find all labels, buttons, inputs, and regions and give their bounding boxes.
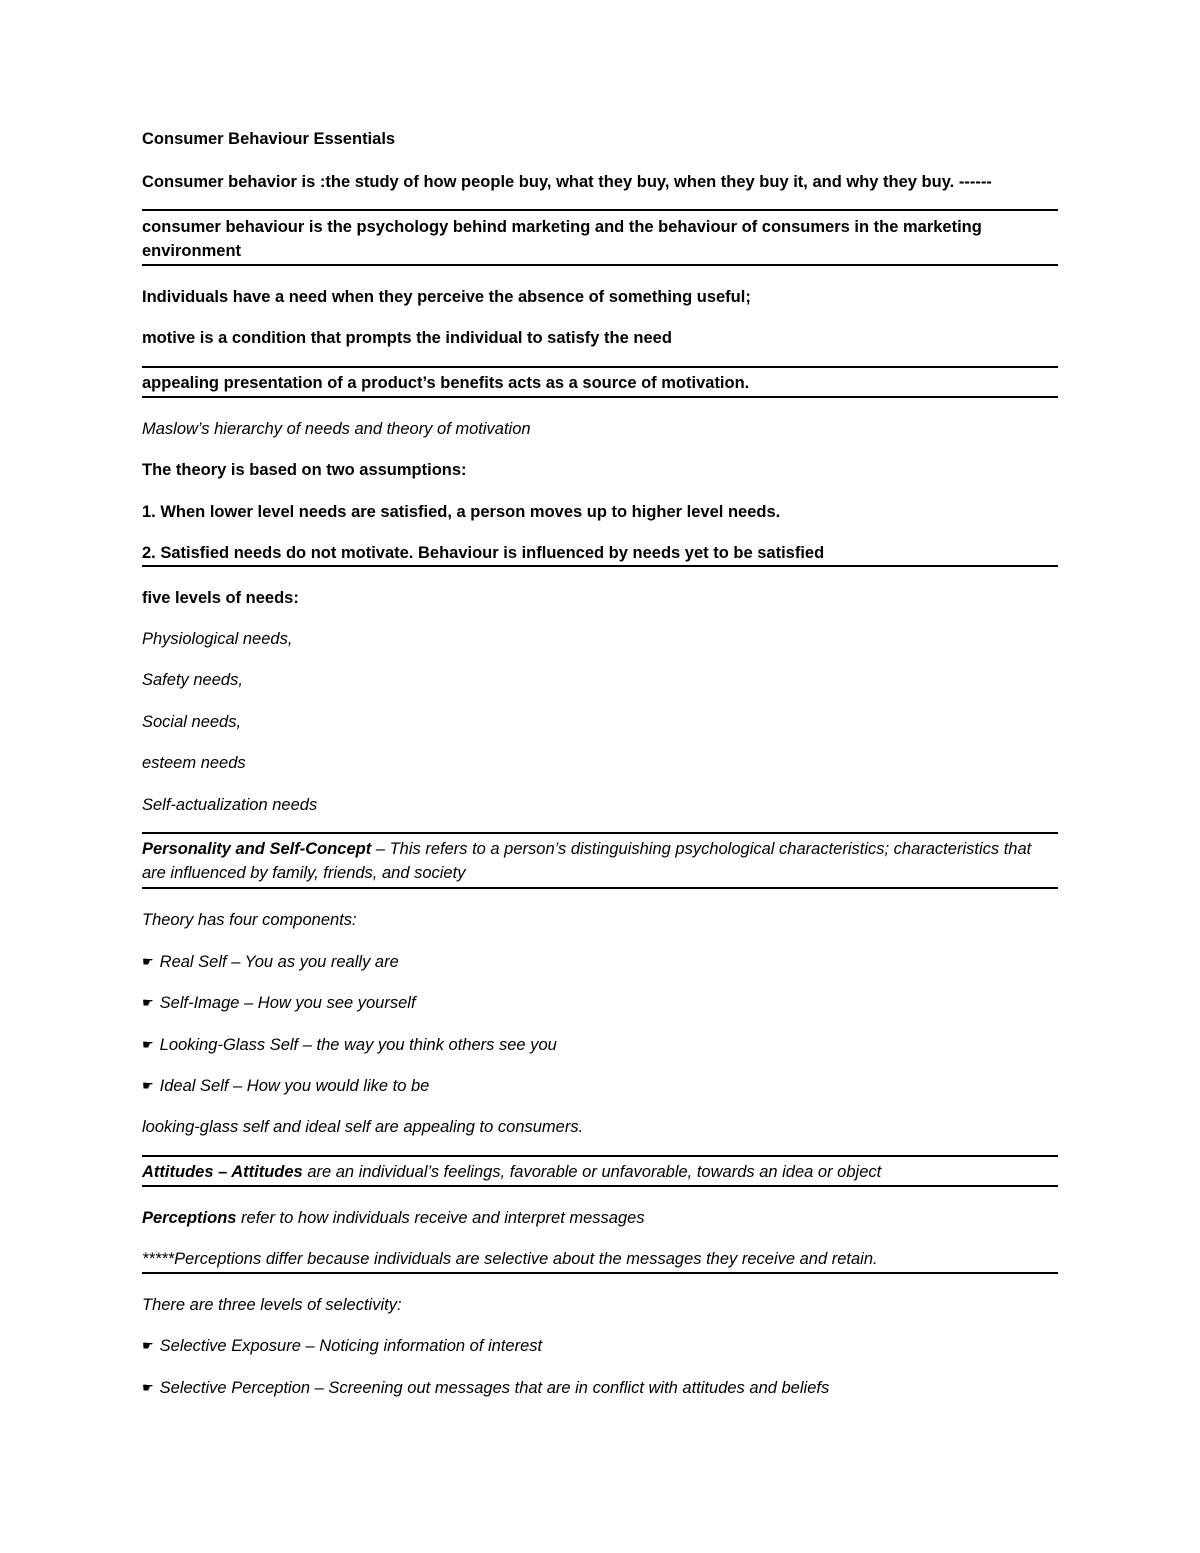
appealing-selves-line: looking-glass self and ideal self are appealing to consumers. [142,1118,584,1136]
list-item [142,1376,1058,1401]
divider [142,1272,1058,1274]
attitudes-term: Attitudes – Attitudes [142,1163,303,1181]
assumption-2: 2. Satisfied needs do not motivate. Behaviour is influenced by needs yet to be satisfied [142,544,825,562]
divider [142,209,1058,211]
pointing-hand-icon: ☛ [142,1338,154,1353]
need-line: Individuals have a need when they perceive the absence of something useful; [142,288,751,306]
divider [142,396,1058,398]
perceptions-definition: refer to how individuals receive and interpret messages [236,1209,645,1227]
divider [142,832,1058,834]
list-item [142,1074,1058,1099]
component-text: Ideal Self – How you would like to be [159,1077,430,1095]
need-level: Self-actualization needs [142,796,318,814]
attitudes-paragraph [142,1160,1058,1184]
divider [142,887,1058,889]
component-text: Looking-Glass Self – the way you think others see you [159,1036,557,1054]
divider [142,565,1058,567]
perceptions-note: *****Perceptions differ because individuals are selective about the messages they receive and retain. [142,1250,878,1268]
pointing-hand-icon: ☛ [142,995,154,1010]
pointing-hand-icon: ☛ [142,954,154,969]
document-title: Consumer Behaviour Essentials [142,130,396,148]
assumptions-intro: The theory is based on two assumptions: [142,461,467,479]
personality-term: Personality and Self-Concept [142,840,372,858]
divider [142,1185,1058,1187]
list-item [142,1033,1058,1058]
selectivity-text: Selective Exposure – Noticing information of interest [159,1337,543,1355]
appealing-line: appealing presentation of a product’s benefits acts as a source of motivation. [142,374,750,392]
maslow-heading: Maslow’s hierarchy of needs and theory of motivation [142,420,531,438]
selectivity-intro: There are three levels of selectivity: [142,1296,402,1314]
pointing-hand-icon: ☛ [142,1037,154,1052]
perceptions-paragraph [142,1206,1058,1230]
need-level: Physiological needs, [142,630,293,648]
personality-definition: – This refers to a person’s distinguishing psychological characteristics; characteristics that are influenced by family, friends, and society [142,840,1032,882]
levels-intro: five levels of needs: [142,589,299,607]
selectivity-text: Selective Perception – Screening out messages that are in conflict with attitudes and beliefs [159,1379,830,1397]
component-text: Real Self – You as you really are [159,953,399,971]
attitudes-definition: are an individual’s feelings, favorable or unfavorable, towards an idea or object [302,1163,882,1181]
list-item [142,991,1058,1016]
definition-line: Consumer behavior is :the study of how people buy, what they buy, when they buy it, and why they buy. ------ [142,173,992,191]
divider [142,1155,1058,1157]
personality-paragraph [142,837,1058,885]
list-item [142,950,1058,975]
perceptions-term: Perceptions [142,1209,237,1227]
assumption-1: 1. When lower level needs are satisfied, a person moves up to higher level needs. [142,503,781,521]
component-text: Self-Image – How you see yourself [159,994,416,1012]
pointing-hand-icon: ☛ [142,1380,154,1395]
list-item [142,1334,1058,1359]
need-level: esteem needs [142,754,246,772]
divider [142,264,1058,266]
components-intro: Theory has four components: [142,911,357,929]
divider [142,366,1058,368]
motive-line: motive is a condition that prompts the individual to satisfy the need [142,329,672,347]
need-level: Social needs, [142,713,242,731]
need-level: Safety needs, [142,671,243,689]
psychology-paragraph: consumer behaviour is the psychology behind marketing and the behaviour of consumers in the marketing environment [142,218,982,260]
pointing-hand-icon: ☛ [142,1078,154,1093]
